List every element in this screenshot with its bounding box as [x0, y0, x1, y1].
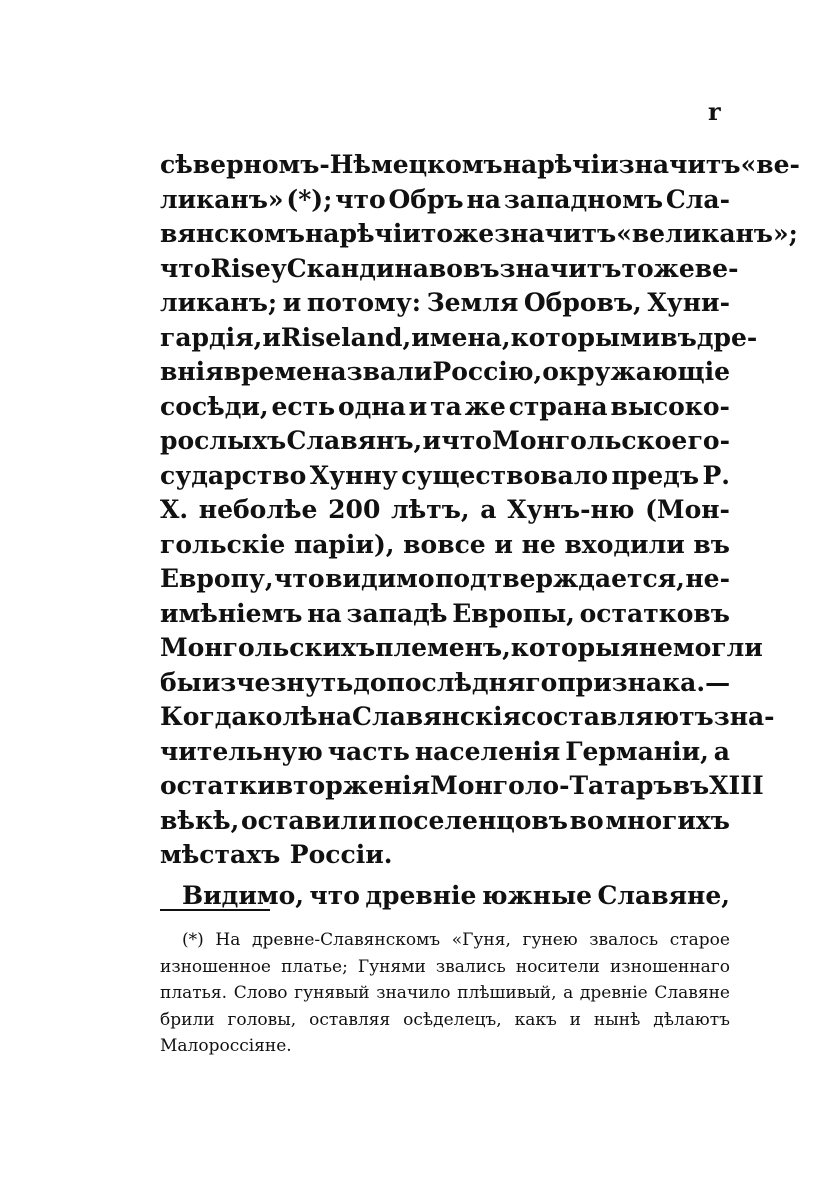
word: Обръ [388, 184, 464, 214]
word: звали [346, 357, 433, 386]
text-line [160, 737, 730, 772]
word: ликанъ» [160, 184, 284, 214]
word: брили [160, 1009, 215, 1030]
word: та [430, 391, 462, 421]
word: платье; [281, 956, 348, 977]
word: остатковъ [579, 598, 730, 628]
word: головы, [227, 1009, 297, 1030]
text-line [160, 806, 730, 841]
word: что [441, 426, 492, 455]
word: не [521, 529, 556, 559]
word: послѣдняго [386, 667, 558, 697]
word: Слово [233, 983, 288, 1003]
word: тоже [621, 253, 695, 283]
text-line [160, 599, 730, 634]
word: значитъ [494, 219, 617, 248]
word: Хунъ-ню [507, 495, 635, 524]
text-line [160, 426, 730, 461]
word: оставили [240, 805, 377, 835]
word: ликанъ; [160, 288, 278, 317]
word: дѣлаютъ [653, 1009, 730, 1030]
word: «Гуня, [451, 930, 511, 950]
word: Когда [160, 702, 248, 731]
word: сѣверномъ-Нѣмецкомъ [160, 150, 503, 179]
word: западномъ [503, 184, 663, 214]
text-line [160, 564, 730, 599]
word: На [215, 930, 241, 950]
word: признака. [557, 667, 706, 697]
word: въ [693, 529, 730, 559]
word: въ [660, 322, 697, 352]
text-line [160, 840, 730, 875]
word: звалось [589, 930, 659, 950]
word: X. [160, 495, 189, 524]
word: (Мон- [645, 495, 730, 524]
word: южные [481, 880, 593, 910]
word: населенія [414, 736, 561, 766]
word: дре- [696, 322, 758, 352]
word: времена [223, 357, 347, 386]
word: Монголо-Татаръ [430, 771, 673, 800]
word: старое [669, 930, 730, 950]
text-line [160, 771, 764, 806]
word: лѣтъ, [391, 495, 470, 524]
word: нынѣ [593, 1009, 641, 1030]
word: страна [508, 391, 608, 421]
word: которыя [510, 633, 639, 662]
word: носители [515, 956, 600, 977]
word: паріи), [293, 529, 395, 559]
word: въ [672, 771, 710, 800]
word: существовало [401, 460, 609, 490]
word: «великанъ»; [616, 219, 798, 248]
word: высоко- [610, 391, 730, 421]
word: племенъ, [375, 633, 511, 662]
word: значитъ [618, 150, 741, 179]
word: плѣшивый, [457, 983, 557, 1003]
word: многихъ [605, 805, 730, 835]
word: Видимо, [182, 880, 304, 910]
word: оставляя [309, 1009, 391, 1030]
word: имена, [411, 322, 511, 352]
word: Славянскія [352, 702, 522, 731]
word: Rise [210, 253, 271, 283]
word: осѣделецъ, [403, 1009, 502, 1030]
word: остатки [160, 771, 276, 800]
word: (*); [286, 184, 333, 214]
word: какъ [514, 1009, 557, 1030]
word: 200 [328, 495, 381, 524]
word: и [569, 1009, 582, 1030]
word: есть [271, 391, 336, 421]
word: что [309, 880, 360, 910]
word: же [464, 391, 506, 421]
word: вторженія [275, 771, 431, 800]
word: которыми [510, 322, 661, 352]
word: гунею [522, 930, 578, 950]
word: колѣна [247, 702, 353, 731]
word: Европу, [160, 564, 274, 593]
word: Славянъ, [286, 426, 423, 455]
word: Хунну [309, 460, 398, 490]
text-line [160, 495, 730, 530]
text-line [160, 219, 798, 254]
word: потому: [306, 288, 421, 317]
word: имѣніемъ [160, 598, 303, 628]
word: древніе [365, 880, 477, 910]
word: гольскіе [160, 529, 286, 559]
word: изчезнуть [201, 667, 354, 697]
word: чительную [160, 736, 323, 766]
word: что [274, 564, 325, 593]
word: бы [160, 667, 202, 697]
word: часть [327, 736, 410, 766]
text-line [160, 633, 763, 668]
word: и [422, 426, 442, 455]
word: и [282, 288, 302, 317]
word: и [408, 391, 428, 421]
text-line [160, 150, 800, 185]
word: а [713, 736, 730, 766]
footnote-line [160, 1036, 730, 1063]
word: одна [337, 391, 406, 421]
word: Славяне, [597, 880, 730, 910]
word: могли [672, 633, 763, 662]
word: гардія, [160, 322, 263, 352]
word: мѣстахъ [160, 840, 281, 869]
word: древне-Славянскомъ [252, 930, 441, 950]
word: видимо [325, 564, 435, 593]
word: что [160, 253, 211, 283]
word: Обровъ, [523, 288, 642, 317]
word: изношеннаго [609, 956, 730, 977]
word: (*) [182, 930, 204, 950]
word: Славяне [654, 983, 730, 1003]
word: го- [687, 426, 730, 455]
text-line [160, 322, 758, 358]
word: во [569, 805, 604, 835]
word: Россію, [432, 357, 543, 386]
word: Монгольское [492, 426, 688, 455]
word: звались [435, 956, 506, 977]
word: сосѣди, [160, 391, 269, 421]
word: на [466, 184, 501, 214]
word: Европы, [452, 598, 575, 628]
word: Россіи. [289, 840, 393, 869]
word: и [494, 529, 513, 559]
word: и [262, 322, 281, 352]
text-line [160, 253, 739, 289]
text-line [160, 288, 730, 323]
footnote-line [160, 983, 730, 1010]
word: Riseland, [280, 322, 412, 352]
word: ве- [694, 253, 739, 283]
word: Скандинавовъ [286, 253, 500, 283]
footnote-rule [160, 909, 270, 911]
text-line [160, 357, 730, 392]
word: Малороссіяне. [160, 1036, 292, 1056]
word: внія [160, 357, 224, 386]
word: платья. [160, 983, 228, 1003]
word: Р. [702, 460, 730, 490]
word: Гунями [357, 956, 426, 977]
word: «ве- [740, 150, 800, 179]
word: Хуни- [647, 288, 730, 317]
word: древніе [579, 983, 648, 1003]
word: Сла- [665, 184, 730, 214]
word: не- [685, 564, 730, 593]
page-number-marker: r [708, 97, 721, 126]
body-text [160, 150, 800, 915]
word: что [335, 184, 386, 214]
footnote-line [160, 930, 730, 957]
text-line [160, 668, 730, 703]
word: значитъ [499, 253, 622, 283]
text-line [160, 392, 730, 427]
text-line [160, 702, 775, 737]
word: вѣкѣ, [160, 805, 240, 835]
word: значило [376, 983, 451, 1003]
word: сударство [160, 460, 307, 490]
word: зна- [713, 702, 775, 731]
footnote-line [160, 1010, 730, 1037]
word: до [353, 667, 387, 697]
word: гунявый [294, 983, 370, 1003]
word: у [270, 253, 287, 283]
word: западѣ [346, 598, 448, 628]
word: вянскомъ [160, 219, 305, 248]
word: неболѣе [198, 495, 318, 524]
word: вовсе [403, 529, 486, 559]
word: — [705, 667, 731, 697]
word: Монгольскихъ [160, 633, 376, 662]
word: а [480, 495, 497, 524]
word: входили [564, 529, 685, 559]
word: нарѣчіи [304, 219, 421, 248]
word: не [638, 633, 673, 662]
word: Земля [426, 288, 519, 317]
word: поселенцовъ [378, 805, 568, 835]
text-line [160, 530, 730, 565]
word: изношенное [160, 956, 271, 977]
word: а [563, 983, 574, 1003]
word: составляютъ [521, 702, 714, 731]
footnote-line [160, 957, 730, 984]
word: на [307, 598, 342, 628]
text-line [160, 185, 730, 220]
text-line [160, 461, 730, 496]
footnote [160, 930, 730, 1063]
word: подтверждается, [435, 564, 685, 593]
word: Германіи, [565, 736, 709, 766]
word: тоже [420, 219, 495, 248]
word: окружающіе [542, 357, 730, 386]
word: рослыхъ [160, 426, 287, 455]
word: нарѣчіи [502, 150, 619, 179]
word: предъ [611, 460, 699, 490]
word: XIII [709, 771, 764, 800]
